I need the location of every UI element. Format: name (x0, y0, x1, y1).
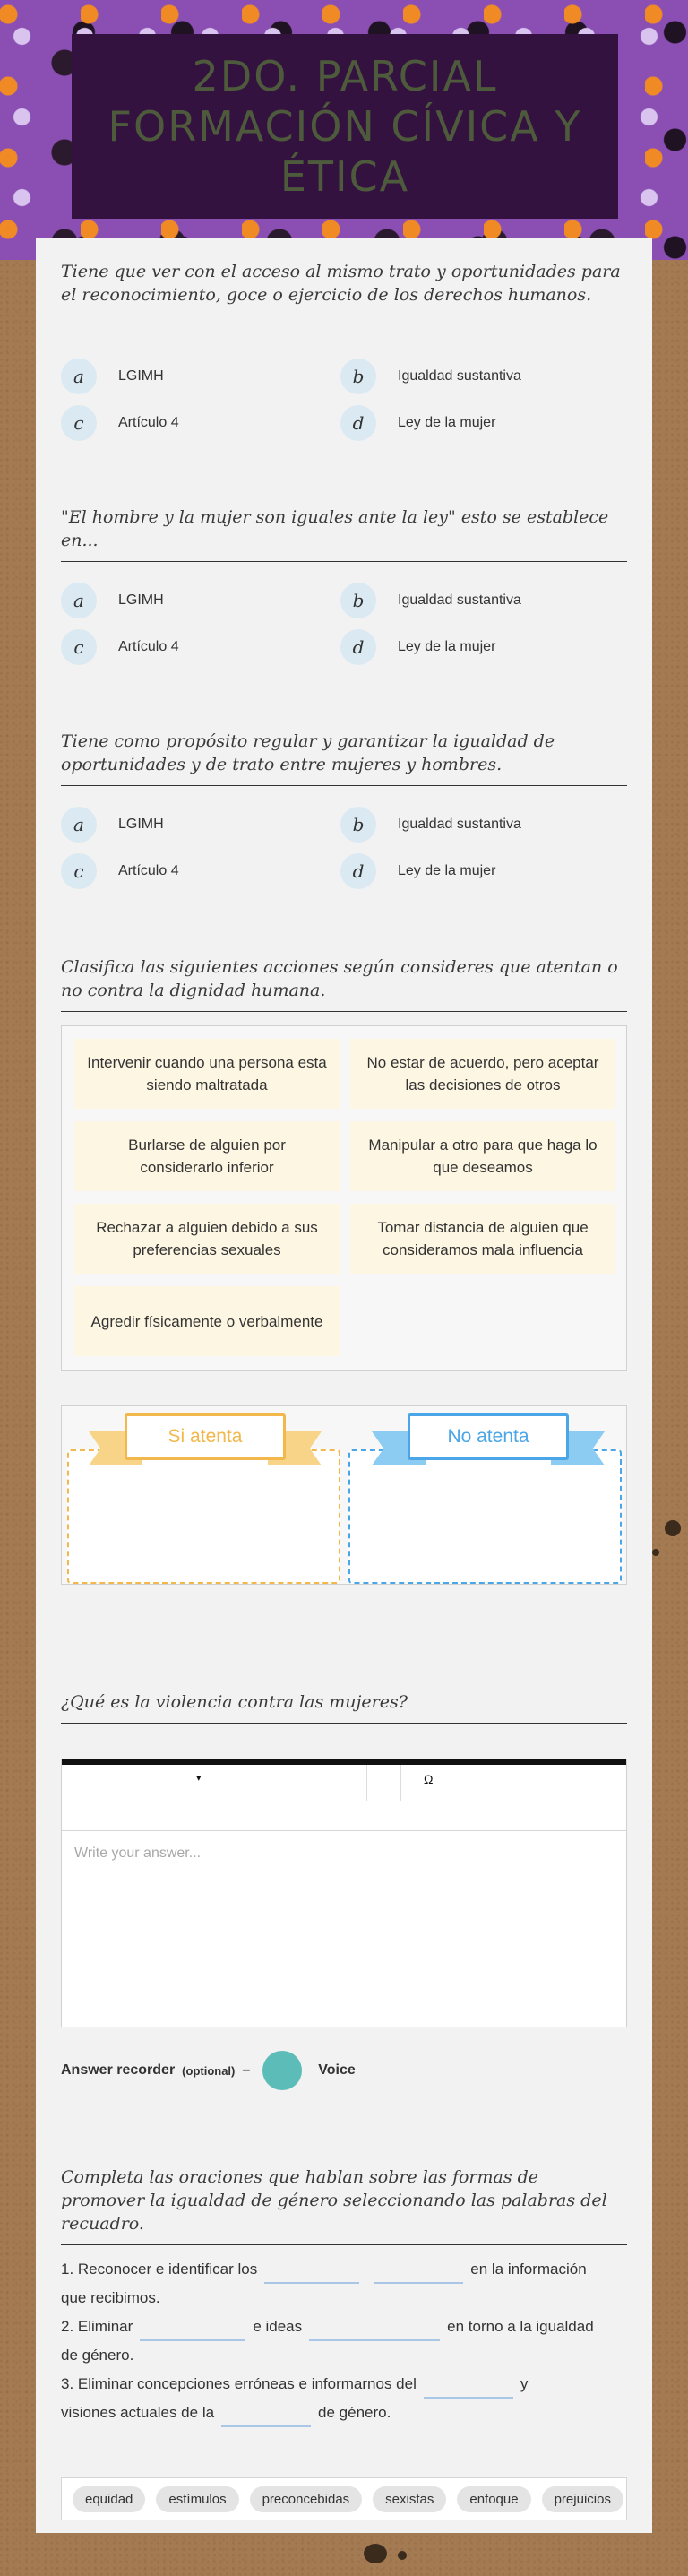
sentence-text: que recibimos. (61, 2289, 160, 2306)
word-chip[interactable]: estímulos (156, 2486, 238, 2512)
draggable-card[interactable]: Burlarse de alguien por considerarlo inferior (74, 1121, 340, 1191)
word-chip[interactable]: sexistas (373, 2486, 446, 2512)
option-letter-badge: b (340, 583, 376, 618)
sentence-text: de género. (318, 2404, 391, 2421)
draggable-card[interactable]: Manipular a otro para que haga lo que deseamos (350, 1121, 615, 1191)
ribbon-no-atenta (372, 1413, 605, 1467)
q3-option-c[interactable] (61, 853, 179, 889)
q1-option-c[interactable] (61, 405, 179, 441)
voice-record-button[interactable] (262, 2051, 302, 2090)
draggable-card[interactable]: Tomar distancia de alguien que consideramos mala influencia (350, 1204, 615, 1274)
zone-label-no-atenta: No atenta (408, 1413, 569, 1460)
classify-question-text: Clasifica las siguientes acciones según consideres que atentan o no contra la dignidad humana. (61, 955, 627, 1012)
drop-zone-no-atenta[interactable] (348, 1449, 622, 1584)
question-1-text: Tiene que ver con el acceso al mismo trato y oportunidades para el reconocimiento, goce o ejercicio de los derechos humanos. (61, 260, 627, 316)
q3-option-b[interactable] (340, 807, 521, 843)
option-letter-badge: b (340, 359, 376, 394)
word-chip[interactable]: enfoque (457, 2486, 530, 2512)
option-letter-badge: a (61, 583, 97, 618)
sentence-text: 2. Eliminar (61, 2318, 133, 2335)
worksheet (36, 238, 652, 2533)
ink-splotch (652, 1549, 659, 1556)
open-question-text: ¿Qué es la violencia contra las mujeres? (61, 1690, 627, 1724)
draggable-card[interactable]: No estar de acuerdo, pero aceptar las decisiones de otros (350, 1039, 615, 1109)
draggable-card[interactable]: Rechazar a alguien debido a sus preferencias sexuales (74, 1204, 340, 1274)
zone-label-si-atenta: Si atenta (125, 1413, 286, 1460)
question-2-text: "El hombre y la mujer son iguales ante la ley" esto se establece en... (61, 506, 627, 562)
drop-zone-si-atenta[interactable] (67, 1449, 340, 1584)
option-label: LGIMH (118, 368, 164, 384)
ink-splotch (398, 2551, 407, 2560)
answer-recorder (61, 2051, 356, 2090)
q3-option-d[interactable] (340, 853, 495, 889)
option-letter-badge: a (61, 807, 97, 843)
q1-option-a[interactable] (61, 359, 164, 394)
answer-editor (61, 1759, 627, 2027)
q2-option-a[interactable] (61, 583, 164, 618)
recorder-dash: – (242, 2062, 251, 2078)
option-label: Artículo 4 (118, 863, 179, 878)
toolbar-divider (400, 1765, 401, 1801)
q2-option-c[interactable] (61, 629, 179, 665)
draggable-card[interactable]: Intervenir cuando una persona esta siendo maltratada (74, 1039, 340, 1109)
header-banner (0, 0, 688, 260)
option-label: Artículo 4 (118, 415, 179, 430)
voice-label: Voice (318, 2062, 356, 2078)
blank-slot[interactable] (221, 2407, 311, 2427)
q1-option-b[interactable] (340, 359, 521, 394)
q1-option-d[interactable] (340, 405, 495, 441)
question-3-text: Tiene como propósito regular y garantizar la igualdad de oportunidades y de trato entre mujeres y hombres. (61, 730, 627, 786)
draggable-card[interactable]: Agredir físicamente o verbalmente (74, 1286, 340, 1356)
blank-slot[interactable] (309, 2321, 440, 2341)
option-letter-badge: d (340, 405, 376, 441)
editor-toolbar (62, 1759, 626, 1831)
q2-option-b[interactable] (340, 583, 521, 618)
blank-slot[interactable] (424, 2379, 513, 2399)
option-letter-badge: d (340, 629, 376, 665)
option-letter-badge: c (61, 405, 97, 441)
answer-textarea[interactable]: Write your answer... (74, 1846, 202, 1861)
fill-blanks-question-text: Completa las oraciones que hablan sobre las formas de promover la igualdad de género seleccionando las palabras del recuadro. (61, 2165, 627, 2245)
q2-option-d[interactable] (340, 629, 495, 665)
q3-option-a[interactable] (61, 807, 164, 843)
option-label: Igualdad sustantiva (398, 368, 521, 384)
sentence-text: y (520, 2375, 529, 2392)
option-label: LGIMH (118, 592, 164, 608)
ink-splotch (665, 1520, 681, 1536)
recorder-optional-label: (optional) (182, 2063, 236, 2078)
sentence-text: visiones actuales de la (61, 2404, 215, 2421)
sentence-text: en torno a la igualdad (447, 2318, 594, 2335)
word-chip[interactable]: preconcebidas (250, 2486, 363, 2512)
option-letter-badge: c (61, 853, 97, 889)
ribbon-si-atenta (89, 1413, 322, 1467)
option-label: Ley de la mujer (398, 639, 496, 654)
sentence-2 (61, 2312, 627, 2370)
sentence-text: e ideas (253, 2318, 303, 2335)
recorder-label: Answer recorder (61, 2062, 176, 2078)
toolbar-divider (366, 1765, 367, 1801)
option-label: Igualdad sustantiva (398, 817, 521, 832)
sentence-text: de género. (61, 2347, 134, 2364)
option-label: Ley de la mujer (398, 863, 496, 878)
word-bank (61, 2477, 627, 2520)
dropdown-caret-icon[interactable]: ▾ (196, 1773, 202, 1784)
option-letter-badge: c (61, 629, 97, 665)
sentence-3 (61, 2370, 627, 2427)
title-box (72, 34, 618, 219)
word-chip[interactable]: prejuicios (542, 2486, 624, 2512)
option-label: Ley de la mujer (398, 415, 496, 430)
page-title: 2DO. PARCIAL FORMACIÓN CÍVICA Y ÉTICA (108, 52, 582, 201)
option-letter-badge: d (340, 853, 376, 889)
option-label: Artículo 4 (118, 639, 179, 654)
option-label: Igualdad sustantiva (398, 592, 521, 608)
option-letter-badge: a (61, 359, 97, 394)
word-chip[interactable]: equidad (73, 2486, 145, 2512)
sentence-text: 3. Eliminar concepciones erróneas e informarnos del (61, 2375, 417, 2392)
option-label: LGIMH (118, 817, 164, 832)
drop-zones-container (61, 1405, 627, 1585)
blank-slot[interactable] (140, 2321, 245, 2341)
special-characters-icon[interactable]: Ω (424, 1772, 434, 1786)
ink-splotch (364, 2544, 387, 2563)
sentence-text: en la información (470, 2260, 587, 2278)
sentence-1 (61, 2255, 627, 2312)
option-letter-badge: b (340, 807, 376, 843)
draggable-cards-container (61, 1025, 627, 1371)
blank-slot[interactable] (374, 2264, 463, 2284)
blank-slot[interactable] (264, 2264, 359, 2284)
sentence-text: 1. Reconocer e identificar los (61, 2260, 258, 2278)
